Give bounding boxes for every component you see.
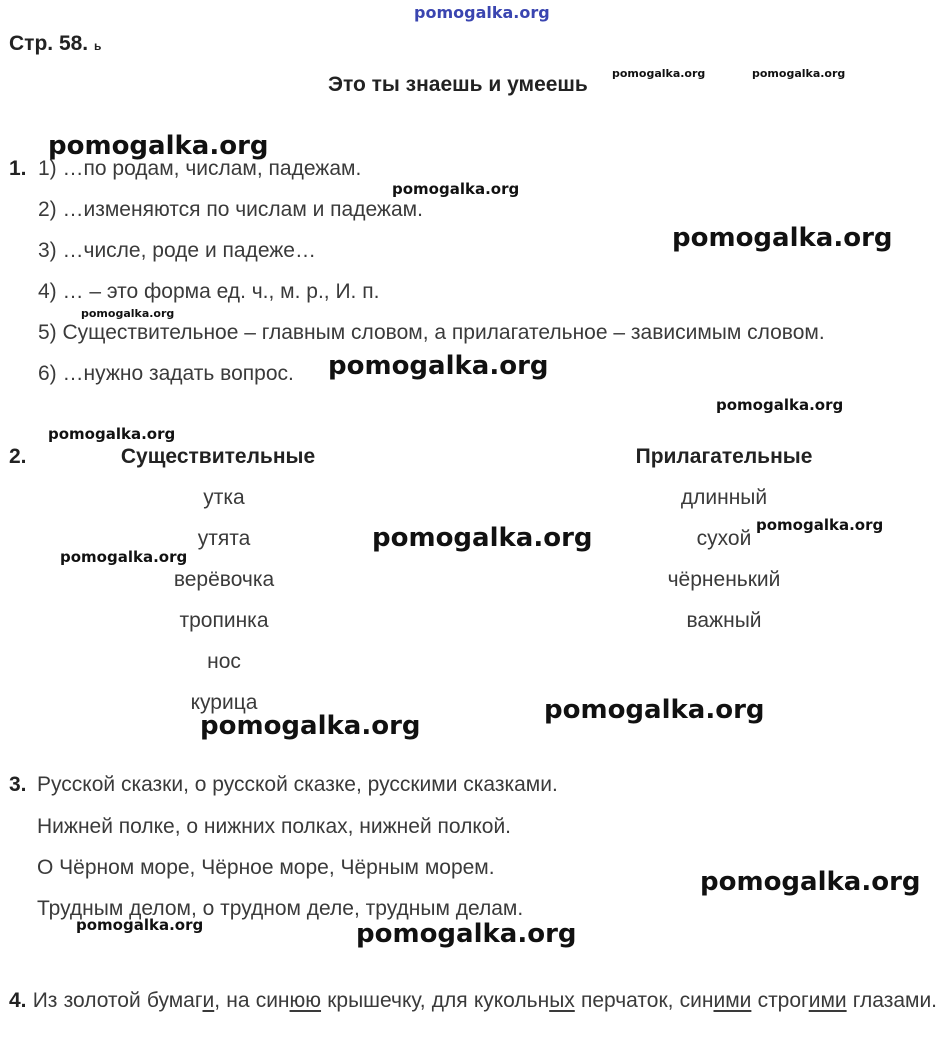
task-4-number: 4. <box>9 989 27 1012</box>
task-3-line: О Чёрном море, Чёрное море, Чёрным морем. <box>37 856 495 879</box>
noun-item: курица <box>190 691 258 714</box>
task-2-number: 2. <box>9 445 27 468</box>
top-watermark: pomogalka.org <box>414 3 550 22</box>
page-header <box>9 32 101 56</box>
task-1-item: 6) …нужно задать вопрос. <box>38 362 294 385</box>
adjective-item: длинный <box>680 486 768 509</box>
watermark: pomogalka.org <box>200 711 421 741</box>
noun-item: утка <box>203 486 245 509</box>
adjectives-header: Прилагательные <box>635 445 813 468</box>
task-3-line: Нижней полке, о нижних полках, нижней полкой. <box>37 815 512 838</box>
underlined-ending: ими <box>808 989 847 1012</box>
watermark: pomogalka.org <box>392 180 520 198</box>
watermark: pomogalka.org <box>752 67 846 80</box>
page-header-fragment: ь <box>93 39 102 53</box>
task-3-line: Русской сказки, о русской сказке, русскими сказками. <box>37 773 558 796</box>
underlined-ending: юю <box>289 989 322 1012</box>
task-1-item: 5) Существительное – главным словом, а прилагательное – зависимым словом. <box>38 321 825 344</box>
watermark: pomogalka.org <box>544 695 765 725</box>
adjective-item: важный <box>686 609 762 632</box>
page-number: Стр. 58. <box>9 32 89 55</box>
watermark: pomogalka.org <box>356 919 577 949</box>
task-3-number: 3. <box>9 773 27 796</box>
watermark: pomogalka.org <box>716 396 844 414</box>
task-1-item: 4) … – это форма ед. ч., м. р., И. п. <box>38 280 380 303</box>
underlined-ending: ими <box>713 989 752 1012</box>
watermark: pomogalka.org <box>60 548 188 566</box>
noun-item: утята <box>197 527 251 550</box>
watermark: pomogalka.org <box>372 523 593 553</box>
adjective-item: чёрненький <box>667 568 781 591</box>
noun-item: нос <box>207 650 241 673</box>
watermark: pomogalka.org <box>756 516 884 534</box>
watermark: pomogalka.org <box>612 67 706 80</box>
nouns-header: Существительные <box>120 445 316 468</box>
task-1-item: 3) …числе, роде и падеже… <box>38 239 316 262</box>
page-title: Это ты знаешь и умеешь <box>328 73 588 96</box>
underlined-ending: и <box>202 989 215 1012</box>
adjective-item: сухой <box>696 527 752 550</box>
underlined-ending: ых <box>549 989 575 1012</box>
watermark: pomogalka.org <box>48 131 269 161</box>
watermark: pomogalka.org <box>700 867 921 897</box>
watermark: pomogalka.org <box>76 916 204 934</box>
task-1-item: 2) …изменяются по числам и падежам. <box>38 198 423 221</box>
task-1-item: 1) …по родам, числам, падежам. <box>38 157 362 180</box>
task-1-number: 1. <box>9 157 27 180</box>
noun-item: верёвочка <box>173 568 275 591</box>
task-3-line: Трудным делом, о трудном деле, трудным делам. <box>37 897 524 920</box>
watermark: pomogalka.org <box>48 425 176 443</box>
watermark: pomogalka.org <box>672 223 893 253</box>
watermark: pomogalka.org <box>328 351 549 381</box>
noun-item: тропинка <box>179 609 269 632</box>
watermark: pomogalka.org <box>81 307 175 320</box>
task-4-text: 4. Из золотой бумаги, на синюю крышечку, для кукольных перчаток, синими строгими глазами. <box>9 989 938 1012</box>
